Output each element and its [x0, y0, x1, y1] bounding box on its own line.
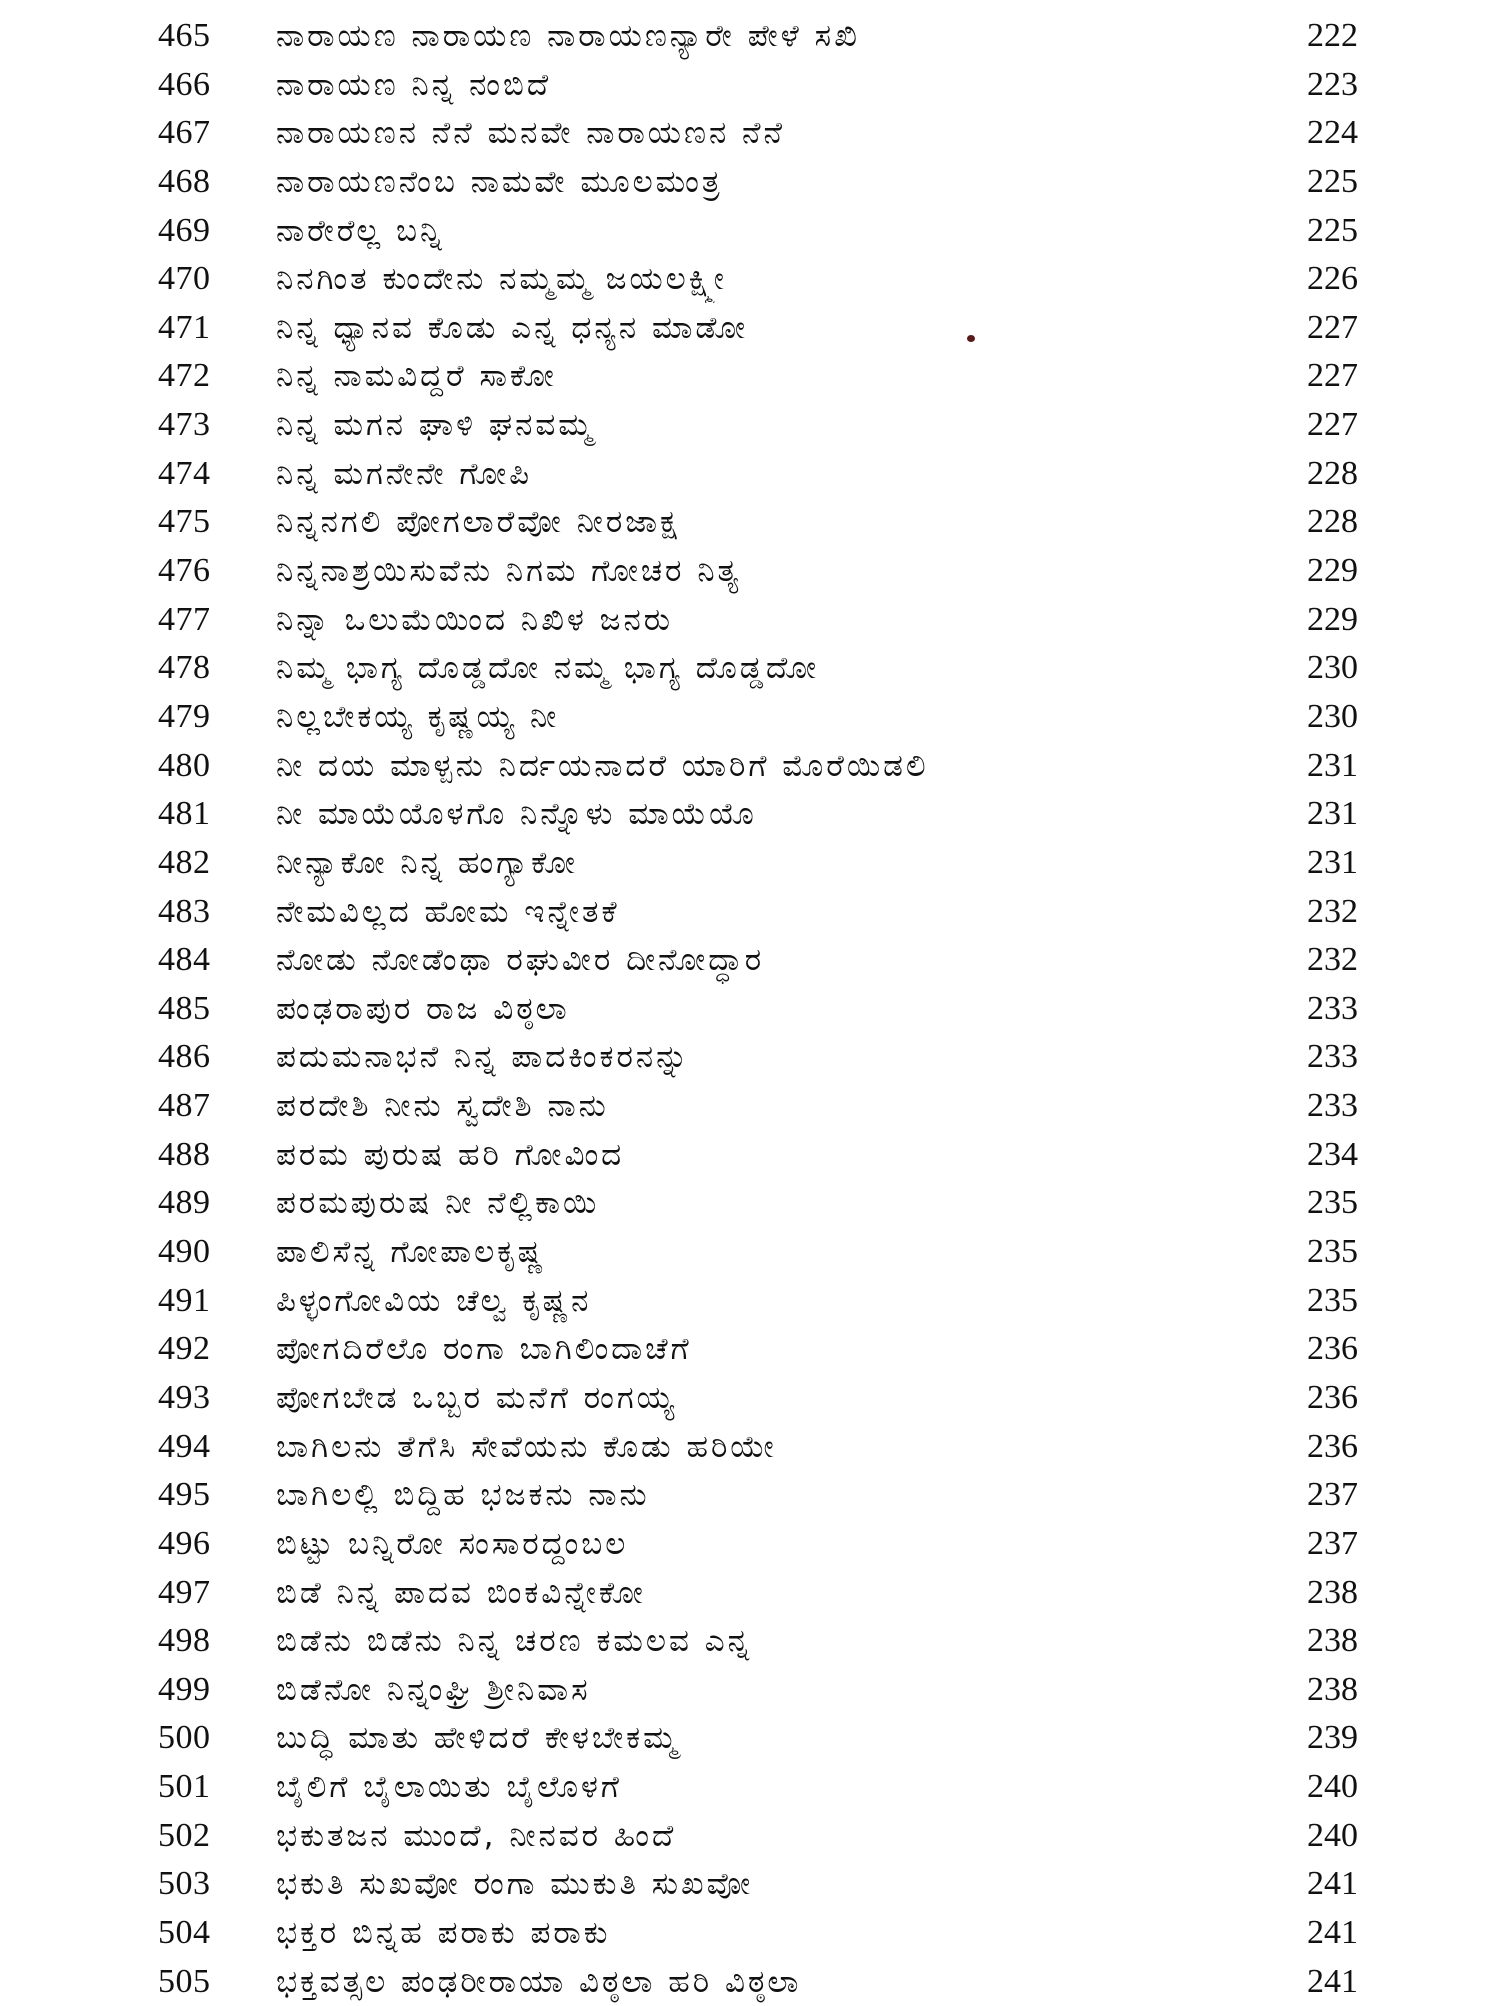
- entry-page-number: 228: [1307, 503, 1358, 541]
- entry-page-number: 226: [1307, 260, 1358, 298]
- entry-number: 482: [158, 843, 211, 881]
- entry-title: ಬುದ್ಧಿ ಮಾತು ಹೇಳಿದರೆ ಕೇಳಬೇಕಮ್ಮ: [276, 1720, 680, 1757]
- entry-number: 505: [158, 1962, 211, 2000]
- entry-page-number: 233: [1307, 1087, 1358, 1125]
- index-row: [0, 888, 1500, 937]
- entry-title: ಬಿಡೆ ನಿನ್ನ ಪಾದವ ಬಿಂಕವಿನ್ನೇಕೋ: [276, 1574, 646, 1611]
- entry-page-number: 236: [1307, 1330, 1358, 1368]
- entry-number: 498: [158, 1622, 211, 1660]
- entry-page-number: 240: [1307, 1768, 1358, 1806]
- entry-number: 483: [158, 892, 211, 930]
- entry-title: ನಿನ್ನ ಮಗನ ಘಾಳಿ ಘನವಮ್ಮ: [276, 407, 595, 444]
- entry-page-number: 238: [1307, 1670, 1358, 1708]
- index-row: [0, 1082, 1500, 1131]
- entry-number: 470: [158, 260, 211, 298]
- entry-page-number: 238: [1307, 1573, 1358, 1611]
- entry-number: 475: [158, 503, 211, 541]
- index-row: [0, 158, 1500, 207]
- entry-number: 467: [158, 114, 211, 152]
- entry-page-number: 229: [1307, 552, 1358, 590]
- entry-title: ನಿನ್ನನಾಶ್ರಯಿಸುವೆನು ನಿಗಮ ಗೋಚರ ನಿತ್ಯ: [276, 553, 742, 590]
- index-row: [0, 1617, 1500, 1666]
- entry-number: 502: [158, 1816, 211, 1854]
- entry-title: ನಾರಾಯಣ ನಿನ್ನ ನಂಬಿದೆ: [276, 66, 552, 103]
- index-row: [0, 450, 1500, 499]
- ink-speck: [967, 335, 975, 342]
- index-row: [0, 1277, 1500, 1326]
- entry-number: 494: [158, 1427, 211, 1465]
- entry-number: 491: [158, 1281, 211, 1319]
- index-row: [0, 1812, 1500, 1861]
- entry-page-number: 241: [1307, 1865, 1358, 1903]
- entry-number: 469: [158, 211, 211, 249]
- index-row: [0, 1909, 1500, 1958]
- entry-page-number: 231: [1307, 746, 1358, 784]
- index-row: [0, 1471, 1500, 1520]
- entry-number: 474: [158, 454, 211, 492]
- index-row: [0, 1520, 1500, 1569]
- entry-title: ಪೋಗಬೇಡ ಒಬ್ಬರ ಮನೆಗೆ ರಂಗಯ್ಯ: [276, 1379, 678, 1416]
- entry-page-number: 231: [1307, 795, 1358, 833]
- entry-number: 472: [158, 357, 211, 395]
- entry-page-number: 236: [1307, 1378, 1358, 1416]
- entry-number: 496: [158, 1524, 211, 1562]
- entry-title: ಪರದೇಶಿ ನೀನು ಸ್ವದೇಶಿ ನಾನು: [276, 1088, 609, 1125]
- entry-title: ನಾರೇರೆಲ್ಲ ಬನ್ನಿ: [276, 212, 445, 249]
- entry-number: 488: [158, 1135, 211, 1173]
- entry-number: 487: [158, 1087, 211, 1125]
- entry-title: ಪಂಢರಾಪುರ ರಾಜ ವಿಠ್ಠಲಾ: [276, 990, 570, 1027]
- index-row: [0, 1033, 1500, 1082]
- entry-page-number: 233: [1307, 1038, 1358, 1076]
- index-row: [0, 352, 1500, 401]
- entry-number: 493: [158, 1378, 211, 1416]
- entry-number: 486: [158, 1038, 211, 1076]
- entry-number: 479: [158, 697, 211, 735]
- entry-page-number: 241: [1307, 1913, 1358, 1951]
- entry-number: 468: [158, 162, 211, 200]
- entry-number: 465: [158, 17, 211, 54]
- entry-title: ಪರಮ ಪುರುಷ ಹರಿ ಗೋವಿಂದ: [276, 1136, 625, 1173]
- entry-number: 466: [158, 65, 211, 103]
- entry-number: 485: [158, 989, 211, 1027]
- entry-page-number: 227: [1307, 406, 1358, 444]
- entry-number: 477: [158, 600, 211, 638]
- entry-page-number: 230: [1307, 697, 1358, 735]
- index-row: [0, 61, 1500, 110]
- entry-title: ಪೋಗದಿರೆಲೊ ರಂಗಾ ಬಾಗಿಲಿಂದಾಚೆಗೆ: [276, 1331, 692, 1368]
- entry-title: ನೋಡು ನೋಡೆಂಥಾ ರಘುವೀರ ದೀನೋದ್ಧಾರ: [276, 942, 765, 979]
- entry-number: 471: [158, 308, 211, 346]
- entry-title: ಬಾಗಿಲನು ತೆಗೆಸಿ ಸೇವೆಯನು ಕೊಡು ಹರಿಯೇ: [276, 1428, 777, 1465]
- entry-title: ಪಿಳ್ಳಂಗೋವಿಯ ಚೆಲ್ವ ಕೃಷ್ಣನ: [276, 1282, 592, 1319]
- entry-title: ನಿಲ್ಲಬೇಕಯ್ಯ ಕೃಷ್ಣಯ್ಯ ನೀ: [276, 698, 560, 735]
- entry-page-number: 239: [1307, 1719, 1358, 1757]
- index-row: [0, 1325, 1500, 1374]
- entry-title: ಭಕುತಿ ಸುಖವೋ ರಂಗಾ ಮುಕುತಿ ಸುಖವೋ: [276, 1866, 754, 1903]
- entry-number: 492: [158, 1330, 211, 1368]
- entry-number: 501: [158, 1768, 211, 1806]
- entry-number: 490: [158, 1233, 211, 1271]
- entry-page-number: 222: [1307, 17, 1358, 54]
- index-row: [0, 596, 1500, 645]
- entry-title: ನೀ ಮಾಯೆಯೊಳಗೊ ನಿನ್ನೊಳು ಮಾಯೆಯೊ: [276, 796, 757, 833]
- entry-page-number: 237: [1307, 1524, 1358, 1562]
- entry-title: ನಿನಗಿಂತ ಕುಂದೇನು ನಮ್ಮಮ್ಮ ಜಯಲಕ್ಷ್ಮೀ: [276, 261, 727, 298]
- entry-title: ನಾರಾಯಣನ ನೆನೆ ಮನವೇ ನಾರಾಯಣನ ನೆನೆ: [276, 115, 785, 152]
- entry-number: 499: [158, 1670, 211, 1708]
- entry-title: ನಿಮ್ಮ ಭಾಗ್ಯ ದೊಡ್ಡದೋ ನಮ್ಮ ಭಾಗ್ಯ ದೊಡ್ಡದೋ: [276, 650, 819, 687]
- index-row: [0, 1423, 1500, 1472]
- entry-number: 484: [158, 941, 211, 979]
- index-row: [0, 742, 1500, 791]
- entry-number: 480: [158, 746, 211, 784]
- entry-title: ಭಕ್ತವತ್ಸಲ ಪಂಢರೀರಾಯಾ ವಿಠ್ಠಲಾ ಹರಿ ವಿಠ್ಠಲಾ: [276, 1963, 802, 2000]
- index-row: [0, 547, 1500, 596]
- entry-number: 495: [158, 1476, 211, 1514]
- index-row: [0, 304, 1500, 353]
- index-row: [0, 1666, 1500, 1715]
- entry-title: ನೀ ದಯ ಮಾಳ್ಪನು ನಿರ್ದಯನಾದರೆ ಯಾರಿಗೆ ಮೊರೆಯಿಡಲಿ: [276, 747, 929, 784]
- entry-number: 478: [158, 649, 211, 687]
- entry-title: ನೀನ್ಯಾಕೋ ನಿನ್ನ ಹಂಗ್ಯಾಕೋ: [276, 844, 578, 881]
- index-row: [0, 1569, 1500, 1618]
- entry-page-number: 231: [1307, 843, 1358, 881]
- index-row: [0, 255, 1500, 304]
- entry-title: ನಿನ್ನ ನಾಮವಿದ್ದರೆ ಸಾಕೋ: [276, 358, 557, 395]
- entry-title: ಪದುಮನಾಭನೆ ನಿನ್ನ ಪಾದಕಿಂಕರನನ್ನು: [276, 1039, 691, 1076]
- index-row: [0, 12, 1500, 61]
- index-row: [0, 644, 1500, 693]
- index-row: [0, 1131, 1500, 1180]
- index-row: [0, 1228, 1500, 1277]
- entry-number: 497: [158, 1573, 211, 1611]
- song-index-list: [0, 12, 1500, 2006]
- entry-number: 473: [158, 406, 211, 444]
- index-row: [0, 985, 1500, 1034]
- entry-title: ನಾರಾಯಣನೆಂಬ ನಾಮವೇ ಮೂಲಮಂತ್ರ: [276, 163, 723, 200]
- index-row: [0, 498, 1500, 547]
- entry-page-number: 235: [1307, 1184, 1358, 1222]
- entry-title: ನೇಮವಿಲ್ಲದ ಹೋಮ ಇನ್ನೇತಕೆ: [276, 893, 620, 930]
- entry-title: ಬಿಡೆನು ಬಿಡೆನು ನಿನ್ನ ಚರಣ ಕಮಲವ ಎನ್ನ: [276, 1623, 753, 1660]
- entry-number: 476: [158, 552, 211, 590]
- index-row: [0, 790, 1500, 839]
- entry-page-number: 233: [1307, 989, 1358, 1027]
- index-row: [0, 207, 1500, 256]
- entry-title: ನಿನ್ನಾ ಒಲುಮೆಯಿಂದ ನಿಖಿಳ ಜನರು: [276, 601, 673, 638]
- entry-title: ಭಕ್ತರ ಬಿನ್ನಹ ಪರಾಕು ಪರಾಕು: [276, 1914, 611, 1951]
- entry-page-number: 234: [1307, 1135, 1358, 1173]
- entry-number: 481: [158, 795, 211, 833]
- entry-number: 500: [158, 1719, 211, 1757]
- entry-page-number: 230: [1307, 649, 1358, 687]
- entry-page-number: 224: [1307, 114, 1358, 152]
- entry-title: ಪರಮಪುರುಷ ನೀ ನೆಲ್ಲಿಕಾಯಿ: [276, 1185, 600, 1222]
- index-row: [0, 401, 1500, 450]
- entry-page-number: 232: [1307, 941, 1358, 979]
- index-row: [0, 693, 1500, 742]
- entry-title: ಬೈಲಿಗೆ ಬೈಲಾಯಿತು ಬೈಲೊಳಗೆ: [276, 1769, 622, 1806]
- entry-title: ಬಾಗಿಲಲ್ಲಿ ಬಿದ್ದಿಹ ಭಜಕನು ನಾನು: [276, 1477, 650, 1514]
- entry-page-number: 232: [1307, 892, 1358, 930]
- entry-title: ಬಿಟ್ಟು ಬನ್ನಿರೋ ಸಂಸಾರದ್ದಂಬಲ: [276, 1525, 629, 1562]
- index-row: [0, 1714, 1500, 1763]
- entry-page-number: 238: [1307, 1622, 1358, 1660]
- entry-number: 489: [158, 1184, 211, 1222]
- entry-title: ನಾರಾಯಣ ನಾರಾಯಣ ನಾರಾಯಣನ್ಯಾರೇ ಪೇಳೆ ಸಖಿ: [276, 18, 860, 54]
- entry-page-number: 237: [1307, 1476, 1358, 1514]
- entry-page-number: 227: [1307, 357, 1358, 395]
- entry-page-number: 240: [1307, 1816, 1358, 1854]
- index-row: [0, 109, 1500, 158]
- entry-page-number: 223: [1307, 65, 1358, 103]
- entry-page-number: 236: [1307, 1427, 1358, 1465]
- entry-title: ಪಾಲಿಸೆನ್ನ ಗೋಪಾಲಕೃಷ್ಣ: [276, 1234, 547, 1271]
- entry-page-number: 225: [1307, 162, 1358, 200]
- entry-title: ನಿನ್ನ ಧ್ಯಾನವ ಕೊಡು ಎನ್ನ ಧನ್ಯನ ಮಾಡೋ: [276, 309, 749, 346]
- index-row: [0, 1763, 1500, 1812]
- entry-page-number: 229: [1307, 600, 1358, 638]
- entry-page-number: 225: [1307, 211, 1358, 249]
- entry-title: ನಿನ್ನ ಮಗನೇನೇ ಗೋಪಿ: [276, 455, 533, 492]
- index-row: [0, 1958, 1500, 2006]
- entry-title: ಬಿಡೆನೋ ನಿನ್ನಂಘ್ರಿ ಶ್ರೀನಿವಾಸ: [276, 1671, 591, 1708]
- entry-title: ನಿನ್ನನಗಲಿ ಪೋಗಲಾರೆವೋ ನೀರಜಾಕ್ಷ: [276, 504, 680, 541]
- entry-page-number: 235: [1307, 1281, 1358, 1319]
- entry-page-number: 227: [1307, 308, 1358, 346]
- index-row: [0, 1860, 1500, 1909]
- entry-page-number: 241: [1307, 1962, 1358, 2000]
- index-row: [0, 839, 1500, 888]
- entry-page-number: 228: [1307, 454, 1358, 492]
- entry-number: 504: [158, 1913, 211, 1951]
- index-row: [0, 936, 1500, 985]
- index-row: [0, 1179, 1500, 1228]
- index-row: [0, 1374, 1500, 1423]
- entry-page-number: 235: [1307, 1233, 1358, 1271]
- entry-number: 503: [158, 1865, 211, 1903]
- entry-title: ಭಕುತಜನ ಮುಂದೆ, ನೀನವರ ಹಿಂದೆ: [276, 1817, 677, 1854]
